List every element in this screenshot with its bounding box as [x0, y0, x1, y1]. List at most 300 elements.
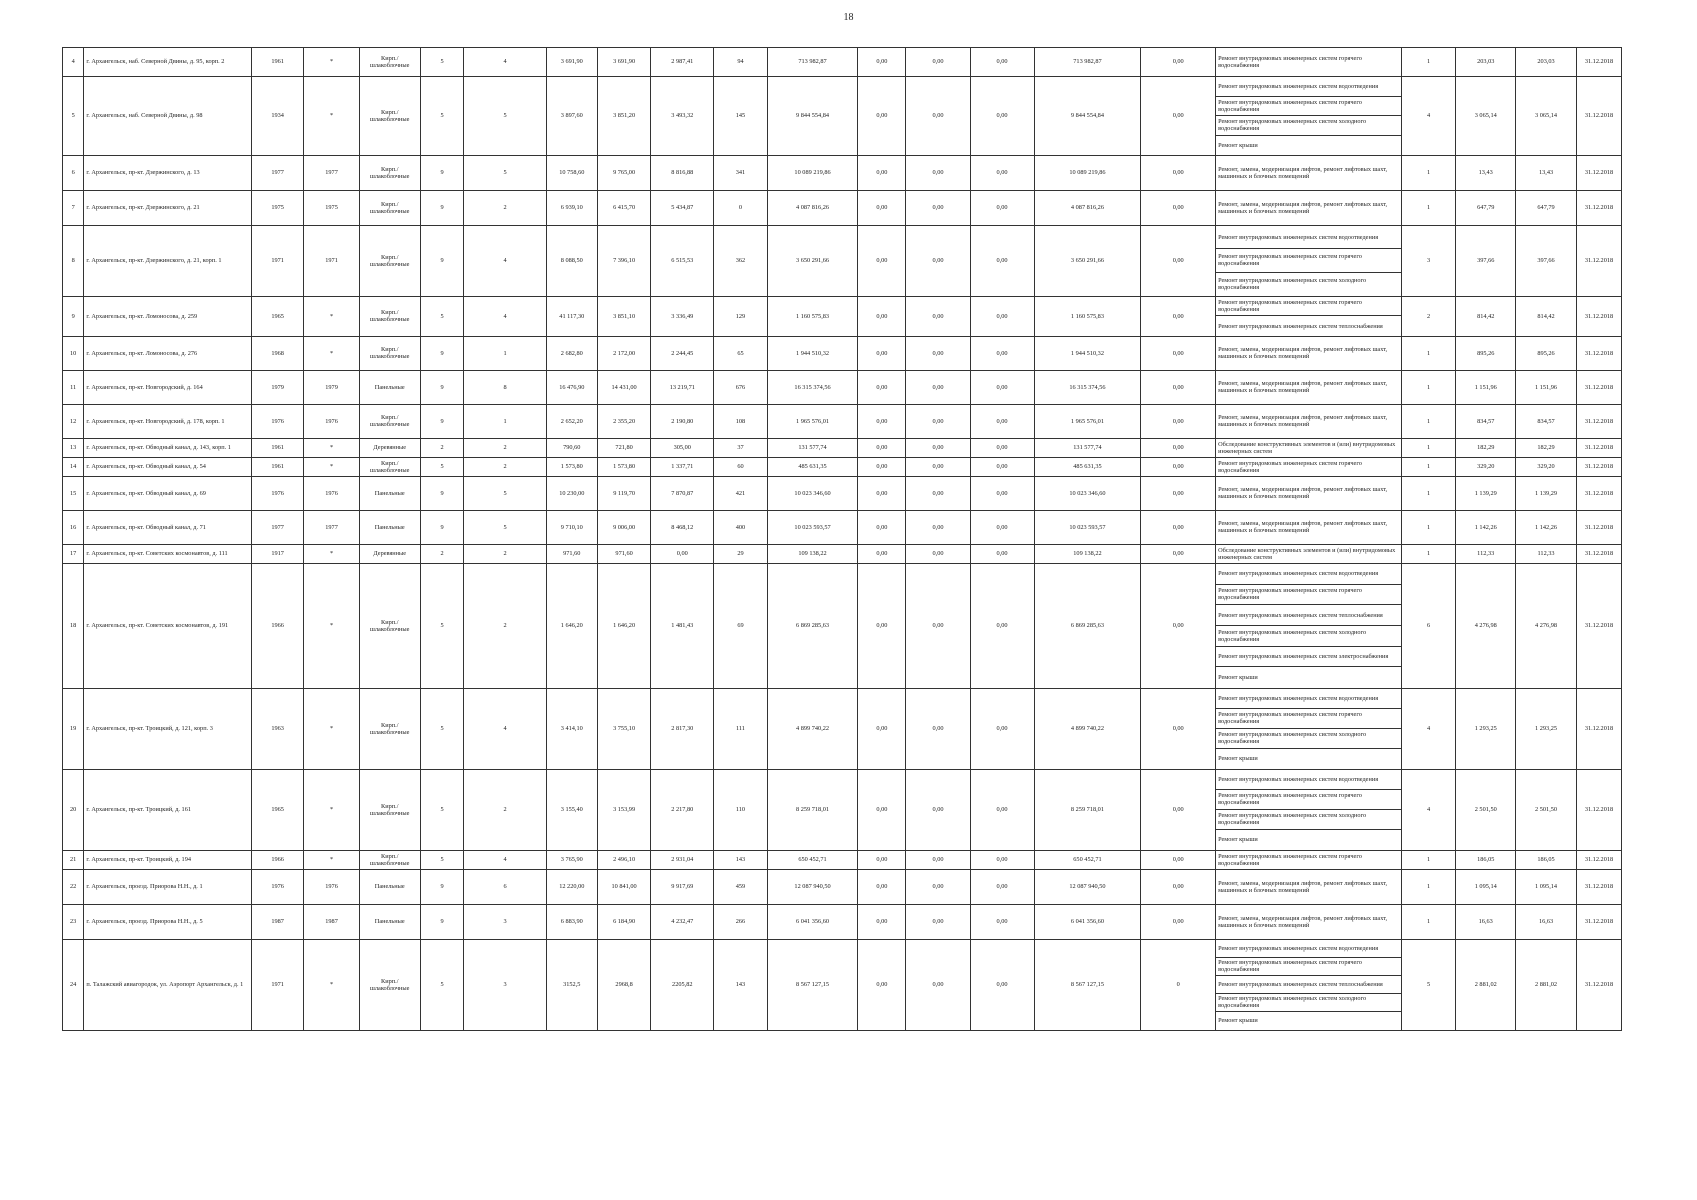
- cell-oth: 0,00: [1141, 48, 1216, 77]
- cell-s2: 2 881,02: [1516, 939, 1577, 1030]
- cell-a3: 2 931,04: [651, 850, 714, 869]
- cell-s2: 329,20: [1516, 457, 1577, 476]
- work-item: Ремонт внутридомовых инженерных систем водоотведения: [1216, 77, 1401, 97]
- cell-fl: 5: [420, 769, 464, 850]
- cell-cnt: 1: [1401, 156, 1455, 191]
- cell-y2: *: [304, 48, 360, 77]
- cell-f3: 0,00: [970, 370, 1034, 404]
- cell-y2: 1977: [304, 510, 360, 544]
- cell-f1: 0,00: [858, 688, 906, 769]
- cell-a2: 3 153,99: [597, 769, 650, 850]
- cell-cost: 4 899 740,22: [767, 688, 858, 769]
- cell-cost: 10 089 219,86: [767, 156, 858, 191]
- cell-f2: 0,00: [906, 438, 970, 457]
- cell-res: 37: [714, 438, 767, 457]
- cell-f2: 0,00: [906, 476, 970, 510]
- cell-s1: 329,20: [1456, 457, 1516, 476]
- table-row: [63, 869, 1622, 904]
- cell-cost: 8 259 718,01: [767, 769, 858, 850]
- work-item: Ремонт внутридомовых инженерных систем горячего водоснабжения: [1216, 585, 1401, 606]
- cell-a1: 3 155,40: [546, 769, 597, 850]
- cell-a2: 7 396,10: [597, 226, 650, 297]
- cell-a1: 12 220,00: [546, 869, 597, 904]
- cell-f2: 0,00: [906, 457, 970, 476]
- work-item: Ремонт внутридомовых инженерных систем теплоснабжения: [1216, 605, 1401, 626]
- cell-a1: 10 230,00: [546, 476, 597, 510]
- cell-oth: 0,00: [1141, 156, 1216, 191]
- cell-own: 12 087 940,50: [1034, 869, 1141, 904]
- cell-wall: Кирп./ шлакоблочные: [359, 769, 420, 850]
- cell-addr: г. Архангельск, пр-кт. Троицкий, д. 194: [84, 850, 252, 869]
- cell-y2: *: [304, 438, 360, 457]
- cell-wall: Кирп./ шлакоблочные: [359, 48, 420, 77]
- cell-cost: 1 160 575,83: [767, 296, 858, 336]
- cell-f3: 0,00: [970, 939, 1034, 1030]
- cell-date: 31.12.2018: [1576, 226, 1621, 297]
- cell-y1: 1968: [251, 336, 303, 370]
- table-row: [63, 544, 1622, 563]
- cell-res: 108: [714, 404, 767, 438]
- cell-works-list: [1216, 77, 1402, 156]
- cell-fl: 2: [420, 438, 464, 457]
- cell-res: 111: [714, 688, 767, 769]
- cell-a2: 2968,8: [597, 939, 650, 1030]
- cell-f1: 0,00: [858, 476, 906, 510]
- work-item: Ремонт крыши: [1218, 1017, 1258, 1025]
- cell-s2: 1 139,29: [1516, 476, 1577, 510]
- cell-works-list: [1216, 850, 1402, 869]
- cell-s1: 1 095,14: [1456, 869, 1516, 904]
- cell-res: 129: [714, 296, 767, 336]
- cell-works-list: [1216, 939, 1402, 1030]
- cell-own: 8 259 718,01: [1034, 769, 1141, 850]
- cell-a3: 1 481,43: [651, 563, 714, 688]
- table-row: [63, 563, 1622, 688]
- cell-a1: 9 710,10: [546, 510, 597, 544]
- cell-addr: г. Архангельск, пр-кт. Обводный канал, д. 143, корп. 1: [84, 438, 252, 457]
- table-row: [63, 510, 1622, 544]
- cell-s1: 112,33: [1456, 544, 1516, 563]
- cell-wall: Кирп./ шлакоблочные: [359, 850, 420, 869]
- cell-n: 6: [63, 156, 84, 191]
- cell-f2: 0,00: [906, 544, 970, 563]
- cell-res: 400: [714, 510, 767, 544]
- cell-own: 9 844 554,84: [1034, 77, 1141, 156]
- cell-y2: 1976: [304, 404, 360, 438]
- cell-wall: Кирп./ шлакоблочные: [359, 336, 420, 370]
- work-item: Ремонт внутридомовых инженерных систем горячего водоснабжения: [1216, 790, 1401, 810]
- cell-oth: 0,00: [1141, 563, 1216, 688]
- cell-cost: 1 965 576,01: [767, 404, 858, 438]
- cell-wall: Панельные: [359, 869, 420, 904]
- cell-a2: 6 184,90: [597, 904, 650, 939]
- cell-cnt: 1: [1401, 457, 1455, 476]
- cell-cnt: 1: [1401, 336, 1455, 370]
- cell-a1: 6 939,10: [546, 191, 597, 226]
- work-item: Ремонт, замена, модернизация лифтов, ремонт лифтовых шахт, машинных и блочных помещений: [1218, 486, 1388, 501]
- capital-repair-table: [62, 47, 1622, 1031]
- cell-y2: 1976: [304, 476, 360, 510]
- table-row: [63, 370, 1622, 404]
- work-item: Ремонт внутридомовых инженерных систем холодного водоснабжения: [1216, 729, 1401, 749]
- cell-y2: *: [304, 939, 360, 1030]
- cell-res: 362: [714, 226, 767, 297]
- cell-cnt: 6: [1401, 563, 1455, 688]
- cell-s2: 16,63: [1516, 904, 1577, 939]
- cell-addr: г. Архангельск, пр-кт. Обводный канал, д. 54: [84, 457, 252, 476]
- cell-a2: 3 851,20: [597, 77, 650, 156]
- cell-f1: 0,00: [858, 904, 906, 939]
- cell-n: 12: [63, 404, 84, 438]
- cell-f2: 0,00: [906, 77, 970, 156]
- work-item: Ремонт крыши: [1218, 755, 1258, 763]
- table-row: [63, 156, 1622, 191]
- cell-cnt: 1: [1401, 370, 1455, 404]
- cell-works-list: [1216, 476, 1402, 510]
- cell-oth: 0,00: [1141, 688, 1216, 769]
- cell-own: 3 650 291,66: [1034, 226, 1141, 297]
- cell-f2: 0,00: [906, 688, 970, 769]
- cell-en: 5: [464, 476, 546, 510]
- cell-en: 5: [464, 156, 546, 191]
- cell-f2: 0,00: [906, 904, 970, 939]
- cell-cost: 485 631,35: [767, 457, 858, 476]
- cell-fl: 5: [420, 48, 464, 77]
- cell-own: 10 023 593,57: [1034, 510, 1141, 544]
- cell-a3: 7 870,87: [651, 476, 714, 510]
- cell-cnt: 1: [1401, 438, 1455, 457]
- cell-f3: 0,00: [970, 48, 1034, 77]
- work-item: Ремонт внутридомовых инженерных систем холодного водоснабжения: [1216, 626, 1401, 647]
- cell-a2: 1 573,80: [597, 457, 650, 476]
- cell-oth: 0,00: [1141, 370, 1216, 404]
- cell-a3: 13 219,71: [651, 370, 714, 404]
- cell-f3: 0,00: [970, 226, 1034, 297]
- cell-works-list: [1216, 510, 1402, 544]
- cell-n: 7: [63, 191, 84, 226]
- work-item: Ремонт, замена, модернизация лифтов, ремонт лифтовых шахт, машинных и блочных помещений: [1218, 520, 1388, 535]
- work-item: Ремонт внутридомовых инженерных систем теплоснабжения: [1216, 976, 1401, 994]
- cell-cost: 3 650 291,66: [767, 226, 858, 297]
- cell-f2: 0,00: [906, 226, 970, 297]
- cell-y2: *: [304, 77, 360, 156]
- cell-res: 60: [714, 457, 767, 476]
- cell-s2: 186,05: [1516, 850, 1577, 869]
- cell-a1: 1 646,20: [546, 563, 597, 688]
- cell-fl: 5: [420, 939, 464, 1030]
- cell-res: 110: [714, 769, 767, 850]
- cell-works-list: [1216, 336, 1402, 370]
- cell-addr: г. Архангельск, пр-кт. Новгородский, д. 164: [84, 370, 252, 404]
- cell-a1: 3 414,10: [546, 688, 597, 769]
- cell-n: 18: [63, 563, 84, 688]
- cell-a3: 1 337,71: [651, 457, 714, 476]
- cell-addr: г. Архангельск, наб. Северной Двины, д. 98: [84, 77, 252, 156]
- cell-f1: 0,00: [858, 939, 906, 1030]
- cell-f1: 0,00: [858, 404, 906, 438]
- cell-works-list: [1216, 191, 1402, 226]
- cell-f1: 0,00: [858, 48, 906, 77]
- work-item: Ремонт внутридомовых инженерных систем водоотведения: [1216, 770, 1401, 790]
- cell-y2: *: [304, 544, 360, 563]
- table-row: [63, 939, 1622, 1030]
- cell-cost: 8 567 127,15: [767, 939, 858, 1030]
- cell-fl: 9: [420, 869, 464, 904]
- cell-s1: 4 276,98: [1456, 563, 1516, 688]
- cell-wall: Деревянные: [359, 544, 420, 563]
- cell-a3: 305,00: [651, 438, 714, 457]
- cell-date: 31.12.2018: [1576, 191, 1621, 226]
- cell-y2: 1979: [304, 370, 360, 404]
- work-item: Ремонт крыши: [1218, 141, 1258, 149]
- cell-f1: 0,00: [858, 510, 906, 544]
- cell-cnt: 1: [1401, 869, 1455, 904]
- cell-oth: 0,00: [1141, 296, 1216, 336]
- work-item: Ремонт, замена, модернизация лифтов, ремонт лифтовых шахт, машинных и блочных помещений: [1218, 165, 1388, 180]
- cell-works-list: [1216, 156, 1402, 191]
- cell-s2: 203,03: [1516, 48, 1577, 77]
- cell-cnt: 4: [1401, 77, 1455, 156]
- cell-y2: *: [304, 688, 360, 769]
- cell-cnt: 1: [1401, 510, 1455, 544]
- table-row: [63, 226, 1622, 297]
- cell-wall: Кирп./ шлакоблочные: [359, 296, 420, 336]
- cell-f1: 0,00: [858, 226, 906, 297]
- cell-a1: 3 765,90: [546, 850, 597, 869]
- cell-a2: 9 006,00: [597, 510, 650, 544]
- work-item: Ремонт крыши: [1218, 836, 1258, 844]
- cell-s1: 1 142,26: [1456, 510, 1516, 544]
- cell-s2: 647,79: [1516, 191, 1577, 226]
- cell-s2: 4 276,98: [1516, 563, 1577, 688]
- cell-oth: 0,00: [1141, 544, 1216, 563]
- work-item: Обследование конструктивных элементов и (или) внутридомовых инженерных систем: [1218, 440, 1396, 455]
- cell-y2: 1975: [304, 191, 360, 226]
- cell-n: 4: [63, 48, 84, 77]
- cell-cost: 4 087 816,26: [767, 191, 858, 226]
- cell-a1: 2 682,80: [546, 336, 597, 370]
- cell-oth: 0,00: [1141, 191, 1216, 226]
- work-item: Ремонт внутридомовых инженерных систем теплоснабжения: [1218, 322, 1383, 330]
- cell-f2: 0,00: [906, 191, 970, 226]
- cell-f3: 0,00: [970, 457, 1034, 476]
- cell-fl: 9: [420, 370, 464, 404]
- cell-en: 2: [464, 769, 546, 850]
- cell-wall: Кирп./ шлакоблочные: [359, 457, 420, 476]
- cell-own: 1 944 510,32: [1034, 336, 1141, 370]
- cell-en: 3: [464, 904, 546, 939]
- cell-s1: 1 139,29: [1456, 476, 1516, 510]
- cell-a1: 3152,5: [546, 939, 597, 1030]
- cell-fl: 9: [420, 191, 464, 226]
- cell-s2: 1 151,96: [1516, 370, 1577, 404]
- cell-addr: п. Талажский авиагородок, ул. Аэропорт Архангельск, д. 1: [84, 939, 252, 1030]
- cell-a1: 16 476,90: [546, 370, 597, 404]
- cell-s2: 182,29: [1516, 438, 1577, 457]
- table-row: [63, 850, 1622, 869]
- work-item: Ремонт внутридомовых инженерных систем водоотведения: [1216, 226, 1401, 249]
- cell-cost: 10 023 593,57: [767, 510, 858, 544]
- cell-works-list: [1216, 769, 1402, 850]
- cell-works-list: [1216, 404, 1402, 438]
- cell-f1: 0,00: [858, 156, 906, 191]
- cell-en: 4: [464, 226, 546, 297]
- cell-works-list: [1216, 370, 1402, 404]
- cell-works-list: [1216, 544, 1402, 563]
- cell-fl: 9: [420, 510, 464, 544]
- cell-a1: 3 691,90: [546, 48, 597, 77]
- cell-y2: *: [304, 457, 360, 476]
- cell-n: 13: [63, 438, 84, 457]
- work-item: Ремонт внутридомовых инженерных систем электроснабжения: [1216, 647, 1401, 668]
- cell-f1: 0,00: [858, 850, 906, 869]
- cell-a2: 9 765,00: [597, 156, 650, 191]
- cell-cost: 109 138,22: [767, 544, 858, 563]
- cell-works-list: [1216, 296, 1402, 336]
- cell-a3: 6 515,53: [651, 226, 714, 297]
- cell-y1: 1966: [251, 563, 303, 688]
- cell-res: 145: [714, 77, 767, 156]
- cell-f1: 0,00: [858, 769, 906, 850]
- cell-date: 31.12.2018: [1576, 850, 1621, 869]
- cell-a3: 9 917,69: [651, 869, 714, 904]
- table-row: [63, 476, 1622, 510]
- cell-res: 29: [714, 544, 767, 563]
- cell-addr: г. Архангельск, пр-кт. Дзержинского, д. 21, корп. 1: [84, 226, 252, 297]
- cell-date: 31.12.2018: [1576, 404, 1621, 438]
- cell-addr: г. Архангельск, проезд. Приорова Н.Н., д. 1: [84, 869, 252, 904]
- cell-wall: Кирп./ шлакоблочные: [359, 563, 420, 688]
- table-row: [63, 48, 1622, 77]
- cell-date: 31.12.2018: [1576, 438, 1621, 457]
- work-item: Ремонт, замена, модернизация лифтов, ремонт лифтовых шахт, машинных и блочных помещений: [1218, 380, 1388, 395]
- cell-a3: 2 190,80: [651, 404, 714, 438]
- cell-en: 2: [464, 544, 546, 563]
- cell-cost: 650 452,71: [767, 850, 858, 869]
- cell-s1: 814,42: [1456, 296, 1516, 336]
- cell-own: 10 023 346,60: [1034, 476, 1141, 510]
- cell-own: 6 041 356,60: [1034, 904, 1141, 939]
- cell-date: 31.12.2018: [1576, 904, 1621, 939]
- table-row: [63, 438, 1622, 457]
- cell-wall: Панельные: [359, 370, 420, 404]
- cell-a1: 10 758,60: [546, 156, 597, 191]
- cell-a1: 790,60: [546, 438, 597, 457]
- cell-a2: 3 691,90: [597, 48, 650, 77]
- cell-n: 21: [63, 850, 84, 869]
- cell-cost: 12 087 940,50: [767, 869, 858, 904]
- cell-oth: 0,00: [1141, 476, 1216, 510]
- cell-y1: 1976: [251, 476, 303, 510]
- cell-a3: 5 434,87: [651, 191, 714, 226]
- cell-a2: 14 431,00: [597, 370, 650, 404]
- cell-f2: 0,00: [906, 850, 970, 869]
- cell-fl: 5: [420, 77, 464, 156]
- cell-en: 4: [464, 48, 546, 77]
- work-item: Ремонт внутридомовых инженерных систем холодного водоснабжения: [1216, 994, 1401, 1012]
- cell-f3: 0,00: [970, 688, 1034, 769]
- cell-addr: г. Архангельск, пр-кт. Дзержинского, д. 13: [84, 156, 252, 191]
- cell-date: 31.12.2018: [1576, 77, 1621, 156]
- cell-s1: 13,43: [1456, 156, 1516, 191]
- cell-en: 5: [464, 77, 546, 156]
- cell-a2: 2 355,20: [597, 404, 650, 438]
- cell-res: 69: [714, 563, 767, 688]
- cell-y2: 1976: [304, 869, 360, 904]
- cell-n: 14: [63, 457, 84, 476]
- table-row: [63, 296, 1622, 336]
- cell-oth: 0,00: [1141, 336, 1216, 370]
- cell-works-list: [1216, 457, 1402, 476]
- cell-y1: 1961: [251, 438, 303, 457]
- cell-date: 31.12.2018: [1576, 688, 1621, 769]
- cell-works-list: [1216, 226, 1402, 297]
- cell-fl: 5: [420, 563, 464, 688]
- cell-cnt: 3: [1401, 226, 1455, 297]
- cell-works-list: [1216, 688, 1402, 769]
- cell-s2: 834,57: [1516, 404, 1577, 438]
- cell-y1: 1987: [251, 904, 303, 939]
- cell-a3: 3 493,32: [651, 77, 714, 156]
- cell-y1: 1917: [251, 544, 303, 563]
- table-row: [63, 77, 1622, 156]
- table-row: [63, 404, 1622, 438]
- cell-oth: 0,00: [1141, 226, 1216, 297]
- work-item: Ремонт, замена, модернизация лифтов, ремонт лифтовых шахт, машинных и блочных помещений: [1218, 346, 1388, 361]
- cell-cost: 131 577,74: [767, 438, 858, 457]
- cell-works-list: [1216, 869, 1402, 904]
- cell-fl: 9: [420, 404, 464, 438]
- cell-date: 31.12.2018: [1576, 336, 1621, 370]
- cell-oth: 0,00: [1141, 77, 1216, 156]
- cell-f3: 0,00: [970, 296, 1034, 336]
- cell-addr: г. Архангельск, пр-кт. Советских космонавтов, д. 191: [84, 563, 252, 688]
- cell-wall: Кирп./ шлакоблочные: [359, 156, 420, 191]
- cell-a2: 10 841,00: [597, 869, 650, 904]
- cell-a2: 2 172,00: [597, 336, 650, 370]
- cell-f3: 0,00: [970, 850, 1034, 869]
- cell-en: 2: [464, 563, 546, 688]
- cell-f1: 0,00: [858, 869, 906, 904]
- cell-oth: 0,00: [1141, 457, 1216, 476]
- cell-en: 4: [464, 850, 546, 869]
- cell-s2: 814,42: [1516, 296, 1577, 336]
- works-table-sheet: [62, 47, 1622, 1031]
- work-item: Ремонт внутридомовых инженерных систем водоотведения: [1216, 689, 1401, 709]
- cell-oth: 0,00: [1141, 404, 1216, 438]
- cell-n: 11: [63, 370, 84, 404]
- cell-date: 31.12.2018: [1576, 769, 1621, 850]
- table-row: [63, 191, 1622, 226]
- page-number: 18: [843, 12, 854, 23]
- cell-a2: 1 646,20: [597, 563, 650, 688]
- cell-f1: 0,00: [858, 544, 906, 563]
- cell-own: 713 982,87: [1034, 48, 1141, 77]
- cell-res: 341: [714, 156, 767, 191]
- cell-s1: 182,29: [1456, 438, 1516, 457]
- cell-date: 31.12.2018: [1576, 476, 1621, 510]
- cell-a3: 4 232,47: [651, 904, 714, 939]
- table-body: [63, 48, 1622, 1031]
- cell-y1: 1976: [251, 869, 303, 904]
- cell-a1: 3 897,60: [546, 77, 597, 156]
- cell-y1: 1961: [251, 48, 303, 77]
- cell-f1: 0,00: [858, 457, 906, 476]
- cell-own: 10 089 219,86: [1034, 156, 1141, 191]
- cell-own: 131 577,74: [1034, 438, 1141, 457]
- cell-addr: г. Архангельск, пр-кт. Ломоносова, д. 259: [84, 296, 252, 336]
- cell-oth: 0,00: [1141, 510, 1216, 544]
